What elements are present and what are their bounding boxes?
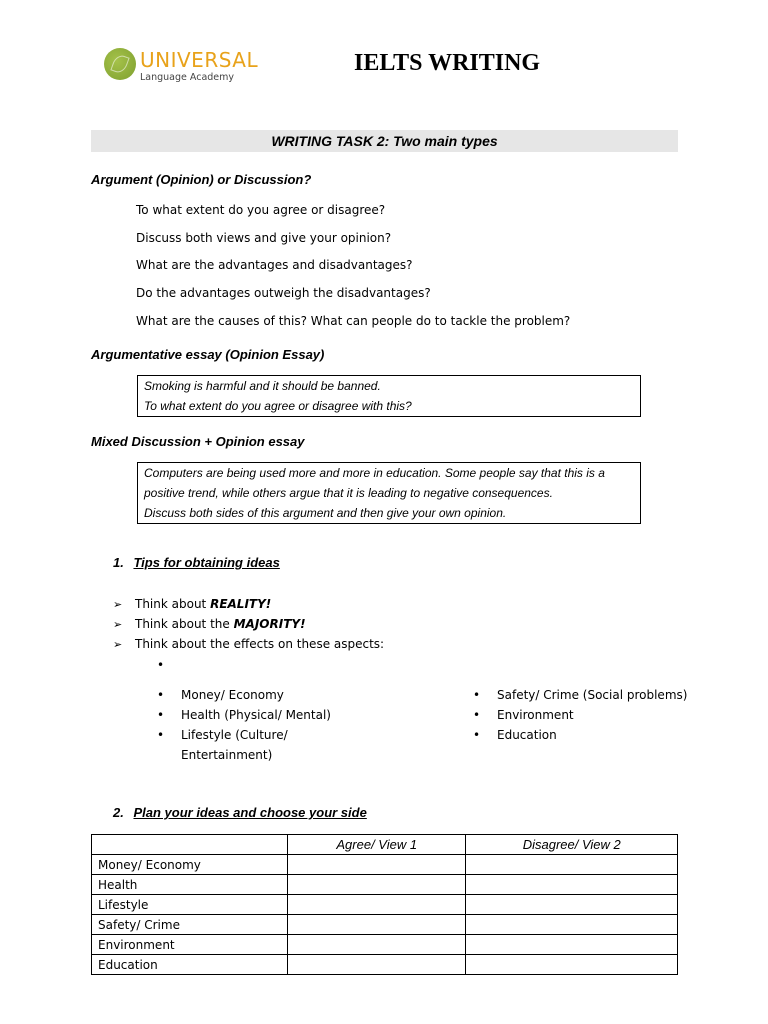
table-cell[interactable] [466,935,678,955]
table-row [92,895,678,915]
aspects-right-list [473,685,687,745]
argumentative-example-box [137,375,641,417]
row-label: Safety/ Crime [92,915,288,935]
question-item: Discuss both views and give your opinion? [136,231,392,245]
tip-item: ➢ Think about the MAJORITY! [113,617,306,631]
tip-item: ➢ Think about REALITY! [113,597,272,611]
plan-number: 2. [113,805,124,820]
document-title: IELTS WRITING [354,50,541,76]
types-heading: Argument (Opinion) or Discussion? [91,172,312,187]
mixed-heading: Mixed Discussion + Opinion essay [91,434,305,449]
mixed-example-box [137,462,641,524]
table-cell[interactable] [288,915,466,935]
column-header: Disagree/ View 2 [466,835,678,855]
table-cell[interactable] [288,875,466,895]
brand-name: UNIVERSAL [140,48,259,72]
table-cell[interactable] [466,895,678,915]
section-banner: WRITING TASK 2: Two main types [91,130,678,152]
table-cell[interactable] [288,955,466,975]
plan-heading [113,805,367,820]
aspects-left-list [157,685,331,765]
tips-number: 1. [113,555,124,570]
row-label: Education [92,955,288,975]
example-line: Discuss both sides of this argument and then give your own opinion. [144,506,507,520]
bullet-icon: • [473,708,481,722]
example-line: Computers are being used more and more in education. Some people say that this is a [144,466,605,480]
table-cell[interactable] [466,875,678,895]
table-cell[interactable] [466,955,678,975]
row-label: Money/ Economy [92,855,288,875]
question-item: Do the advantages outweigh the disadvantages? [136,286,431,300]
brand-subtitle: Language Academy [140,72,235,83]
bullet-icon: • [157,658,165,672]
argumentative-heading: Argumentative essay (Opinion Essay) [91,347,325,362]
list-item: • Money/ Economy [157,685,331,705]
question-item: What are the causes of this? What can people do to tackle the problem? [136,314,571,328]
row-label: Environment [92,935,288,955]
arrowhead-icon: ➢ [113,598,123,611]
leaf-logo-icon [104,48,136,80]
list-item: • Environment [473,705,687,725]
arrowhead-icon: ➢ [113,618,123,631]
tips-heading [113,555,280,570]
question-item: What are the advantages and disadvantages? [136,258,413,272]
list-item: Entertainment) [181,748,273,762]
arrowhead-icon: ➢ [113,638,123,651]
column-header [92,835,288,855]
row-label: Health [92,875,288,895]
table-row [92,875,678,895]
table-cell[interactable] [466,855,678,875]
list-item: • Education [473,725,687,745]
bullet-icon: • [157,688,165,702]
table-cell[interactable] [288,855,466,875]
question-item: To what extent do you agree or disagree? [136,203,386,217]
list-item: • Safety/ Crime (Social problems) [473,685,687,705]
tips-title: Tips for obtaining ideas [133,555,280,570]
table-row [92,855,678,875]
table-row [92,915,678,935]
table-header-row [92,835,678,855]
list-item: • Health (Physical/ Mental) [157,705,331,725]
table-row [92,955,678,975]
plan-table [91,834,678,975]
tip-item: ➢ Think about the effects on these aspects: [113,637,385,651]
example-line: positive trend, while others argue that it is leading to negative consequences. [144,486,553,500]
plan-title: Plan your ideas and choose your side [133,805,367,820]
bullet-icon: • [473,728,481,742]
table-row [92,935,678,955]
bullet-icon: • [473,688,481,702]
column-header: Agree/ View 1 [288,835,466,855]
bullet-icon: • [157,708,165,722]
table-cell[interactable] [466,915,678,935]
row-label: Lifestyle [92,895,288,915]
list-item: • Lifestyle (Culture/ [157,725,331,745]
table-cell[interactable] [288,895,466,915]
table-cell[interactable] [288,935,466,955]
example-line: Smoking is harmful and it should be banned. [144,379,381,393]
bullet-icon: • [157,728,165,742]
example-line: To what extent do you agree or disagree with this? [144,399,412,413]
